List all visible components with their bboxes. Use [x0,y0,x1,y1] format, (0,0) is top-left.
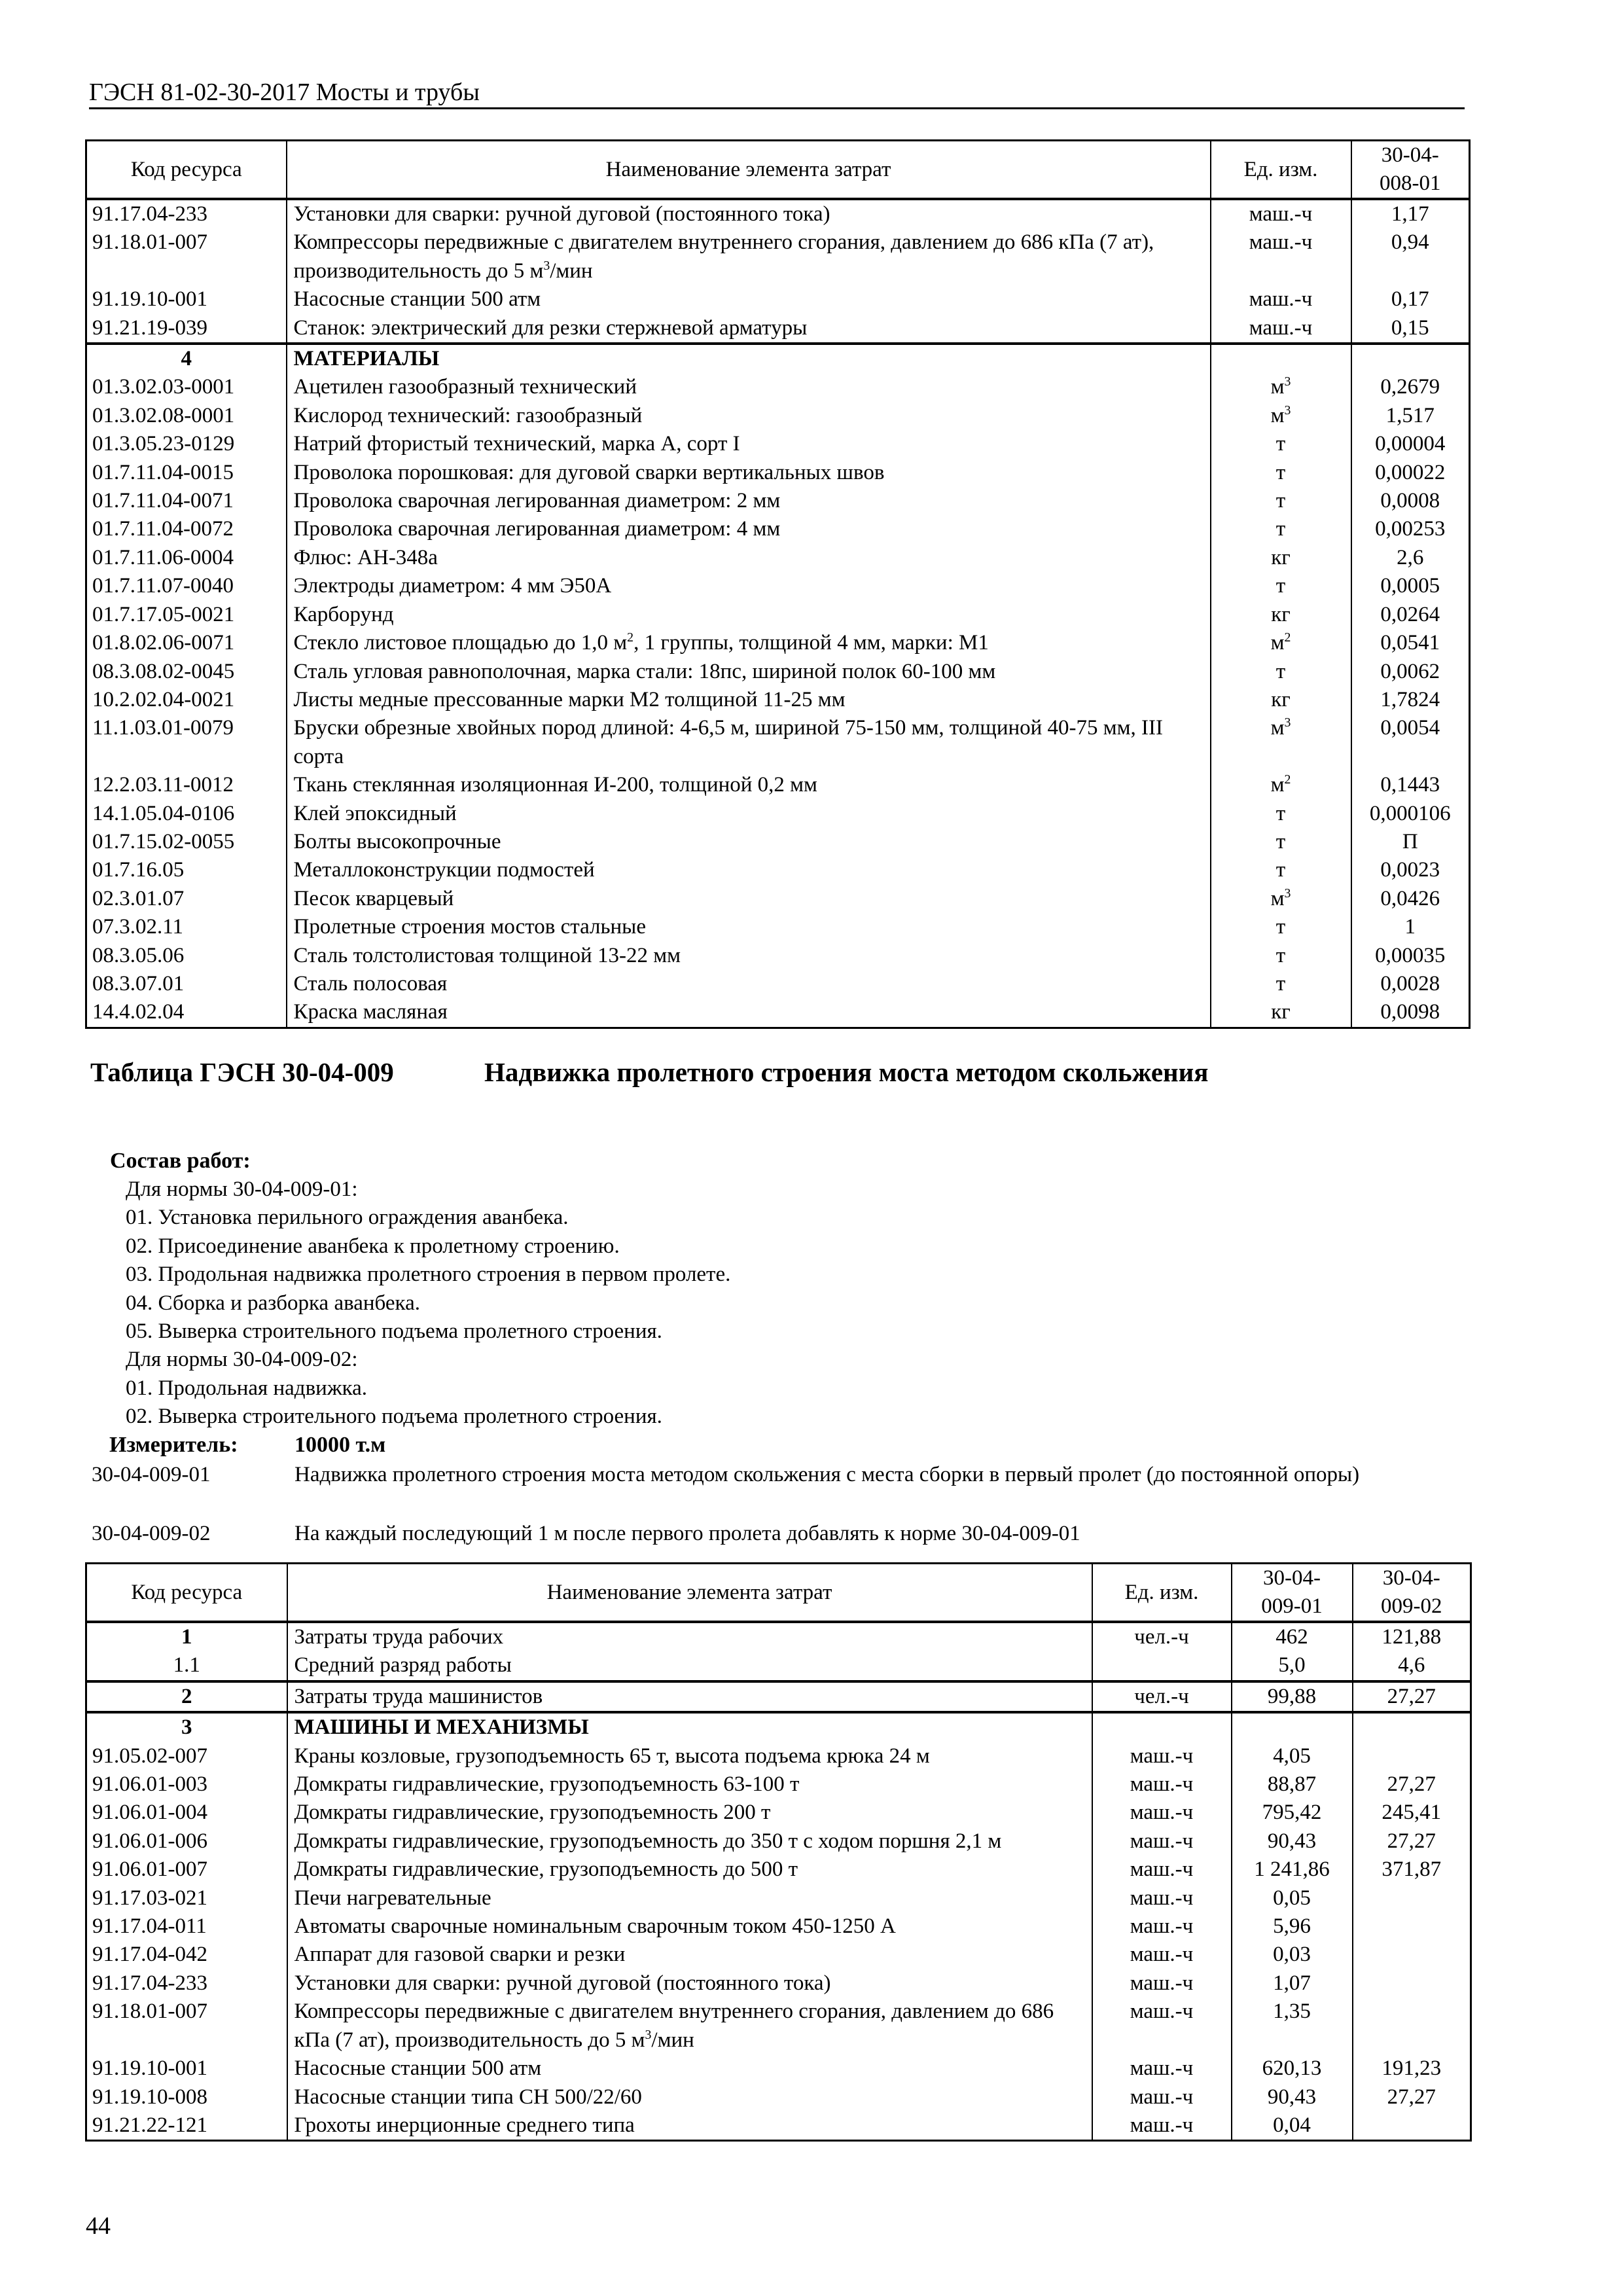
resource-code: 91.17.03-021 [86,1884,287,1912]
resource-code: 91.19.10-001 [86,2054,287,2083]
unit-of-measure: кг [1211,544,1351,572]
resource-name: Проволока сварочная легированная диаметром: 2 мм [287,487,1211,515]
resource-code: 91.06.01-004 [86,1799,287,1827]
resource-code: 91.06.01-007 [86,1856,287,1884]
section-materials-row [86,344,1470,373]
norm-value-02: 27,27 [1353,2083,1471,2111]
table-row [86,629,1470,657]
resource-name: Сталь полосовая [287,970,1211,998]
meter-label: Измеритель: [109,1433,238,1457]
resource-name: Металлоконструкции подмостей [287,856,1211,884]
resource-code: 01.7.11.07-0040 [86,572,287,600]
norm-value-02: 371,87 [1353,1856,1471,1884]
col-header-norm-009-01: 30-04- 009-01 [1232,1564,1353,1623]
section-code: 1 [86,1622,287,1651]
empty-cell [1092,1712,1232,1742]
resource-name: Карборунд [287,601,1211,629]
works-item: Для нормы 30-04-009-01: [126,1177,358,1201]
table-row [86,1827,1471,1856]
table-title-name: Надвижка пролетного строения моста методом скольжения [484,1057,1209,1087]
resource-code: 01.7.16.05 [86,856,287,884]
norm-value-01: 0,1443 [1351,771,1470,799]
norm-value-01: 0,2679 [1351,373,1470,401]
resource-name: Краны козловые, грузоподъемность 65 т, высота подъема крюка 24 м [287,1742,1092,1770]
works-item: 03. Продольная надвижка пролетного строения в первом пролете. [126,1263,731,1287]
empty-cell [1351,344,1470,373]
unit-of-measure: маш.-ч [1211,228,1351,285]
table-row [86,885,1470,913]
table-row [86,970,1470,998]
works-item: 01. Продольная надвижка. [126,1376,368,1400]
table-row [86,373,1470,401]
table-row [86,601,1470,629]
resource-name: Грохоты инерционные среднего типа [287,2111,1092,2141]
subsection-code: 1.1 [86,1651,287,1681]
unit-of-measure: кг [1211,686,1351,714]
unit-of-measure: маш.-ч [1211,285,1351,314]
unit-of-measure: $м^3$ [1211,885,1351,913]
norm-value-01: П [1351,828,1470,856]
table-row [86,285,1470,314]
table-row [86,515,1470,543]
resource-table-30-04-008 [85,139,1471,1029]
table-row [86,314,1470,344]
unit-of-measure: $м^2$ [1211,771,1351,799]
unit-of-measure: т [1211,515,1351,543]
norm-value-02 [1353,1941,1471,1969]
norm-value-01: 795,42 [1232,1799,1353,1827]
table-header-row [86,1564,1471,1623]
table-row [86,800,1470,828]
works-item: 01. Установка перильного ограждения аванбека. [126,1206,569,1230]
resource-name: Сталь толстолистовая толщиной 13-22 мм [287,942,1211,970]
running-header-title: ГЭСН 81-02-30-2017 Мосты и трубы [89,79,480,106]
resource-code: 01.7.15.02-0055 [86,828,287,856]
norm-value-01: 0,05 [1232,1884,1353,1912]
row-value-02: 121,88 [1353,1622,1471,1651]
resource-name: Домкраты гидравлические, грузоподъемность 63-100 т [287,1770,1092,1799]
norm-value-01: 0,00022 [1351,459,1470,487]
norm-value-01: 0,0098 [1351,998,1470,1028]
resource-name: Краска масляная [287,998,1211,1028]
table-row [86,402,1470,430]
resource-name: Домкраты гидравлические, грузоподъемность до 350 т с ходом поршня 2,1 м [287,1827,1092,1856]
norm-value-02: 27,27 [1353,1827,1471,1856]
table-row [86,686,1470,714]
resource-name: Компрессоры передвижные с двигателем внутреннего сгорания, давлением до 686 кПа (7 ат), производительность до 5 $м^3$/мин [287,228,1211,285]
resource-name: Станок: электрический для резки стержневой арматуры [287,314,1211,344]
norm-value-01: 0,94 [1351,228,1470,285]
norm-value-01: 0,0005 [1351,572,1470,600]
norm-value-01: 0,00004 [1351,430,1470,458]
norm-value-01: 0,00035 [1351,942,1470,970]
row-value-01: 99,88 [1232,1681,1353,1712]
resource-name: Клей эпоксидный [287,800,1211,828]
resource-name: Ацетилен газообразный технический [287,373,1211,401]
section-machines-row [86,1712,1471,1742]
resource-code: 10.2.02.04-0021 [86,686,287,714]
resource-name: Флюс: АН-348а [287,544,1211,572]
unit-of-measure: маш.-ч [1092,1856,1232,1884]
empty-cell [1211,344,1351,373]
unit-of-measure: маш.-ч [1092,2054,1232,2083]
norm-value-01: 0,0264 [1351,601,1470,629]
norm-value-02 [1353,1884,1471,1912]
works-item: 02. Присоединение аванбека к пролетному строению. [126,1234,620,1258]
table-row [86,1856,1471,1884]
resource-code: 01.7.11.06-0004 [86,544,287,572]
resource-code: 91.18.01-007 [86,228,287,285]
section-code: 3 [86,1712,287,1742]
resource-name: Песок кварцевый [287,885,1211,913]
norm-value-02: 191,23 [1353,2054,1471,2083]
resource-code: 91.21.19-039 [86,314,287,344]
col-header-unit: Ед. изм. [1092,1564,1232,1623]
section-code: 2 [86,1681,287,1712]
works-item: Для нормы 30-04-009-02: [126,1348,358,1372]
table-row [86,714,1470,771]
resource-code: 91.17.04-233 [86,1969,287,1998]
col-header-norm-009-02: 30-04- 009-02 [1353,1564,1471,1623]
table-row [86,2083,1471,2111]
norm-value-01: 0,15 [1351,314,1470,344]
norm-value-01: 2,6 [1351,544,1470,572]
norm-value-02: 27,27 [1353,1770,1471,1799]
unit-of-measure: т [1211,970,1351,998]
norm-value-02 [1353,1969,1471,1998]
table-row [86,459,1470,487]
works-item: 04. Сборка и разборка аванбека. [126,1291,420,1315]
table-row [86,828,1470,856]
resource-name: Насосные станции 500 атм [287,2054,1092,2083]
norm-value-01: 0,0023 [1351,856,1470,884]
norm-value-01: 0,0054 [1351,714,1470,771]
meter-value: 10000 т.м [294,1433,386,1457]
unit-of-measure: маш.-ч [1211,199,1351,228]
resource-code: 02.3.01.07 [86,885,287,913]
row-name: Затраты труда машинистов [287,1681,1092,1712]
norm-code-01: 30-04-009-01 [92,1463,211,1486]
resource-name: Ткань стеклянная изоляционная И-200, толщиной 0,2 мм [287,771,1211,799]
row-name: Затраты труда рабочих [287,1622,1092,1651]
empty-cell [1232,1712,1353,1742]
norm-value-02 [1353,1912,1471,1941]
page-number: 44 [86,2212,111,2240]
norm-value-01: 0,0062 [1351,658,1470,686]
norm-value-01: 0,17 [1351,285,1470,314]
norm-code-02: 30-04-009-02 [92,1522,211,1545]
unit-of-measure: $м^3$ [1211,402,1351,430]
norm-value-01: 0,0008 [1351,487,1470,515]
norm-value-01: 4,05 [1232,1742,1353,1770]
row-unit: чел.-ч [1092,1622,1232,1651]
table-row [86,1742,1471,1770]
resource-code: 01.3.05.23-0129 [86,430,287,458]
unit-of-measure: кг [1211,601,1351,629]
table-header-row [86,141,1470,200]
resource-name: Проволока порошковая: для дуговой сварки вертикальных швов [287,459,1211,487]
col-header-unit: Ед. изм. [1211,141,1351,200]
resource-name: Установки для сварки: ручной дуговой (постоянного тока) [287,1969,1092,1998]
unit-of-measure: маш.-ч [1211,314,1351,344]
table-title [90,1054,1209,1090]
table-row [86,2111,1471,2141]
unit-of-measure: т [1211,572,1351,600]
table-row [86,913,1470,941]
resource-name: Печи нагревательные [287,1884,1092,1912]
resource-code: 14.4.02.04 [86,998,287,1028]
norm-value-01: 1 [1351,913,1470,941]
resource-code: 91.17.04-042 [86,1941,287,1969]
unit-of-measure: $м^2$ [1211,629,1351,657]
resource-name: Компрессоры передвижные с двигателем внутреннего сгорания, давлением до 686 кПа (7 ат), производительность до 5 $м^3$/мин [287,1998,1092,2054]
table-row [86,658,1470,686]
unit-of-measure: маш.-ч [1092,1912,1232,1941]
unit-of-measure: маш.-ч [1092,2111,1232,2141]
col-header-name: Наименование элемента затрат [287,141,1211,200]
unit-of-measure: маш.-ч [1092,2083,1232,2111]
resource-code: 91.06.01-006 [86,1827,287,1856]
unit-of-measure: маш.-ч [1092,1969,1232,1998]
table-row [86,998,1470,1028]
table-row [86,856,1470,884]
resource-code: 14.1.05.04-0106 [86,800,287,828]
col-header-code: Код ресурса [86,141,287,200]
section-name: МАТЕРИАЛЫ [287,344,1211,373]
resource-table-30-04-009 [85,1562,1472,2142]
table-row [86,942,1470,970]
norm-value-01: 0,0028 [1351,970,1470,998]
header-rule [89,107,1465,109]
row-value-02: 27,27 [1353,1681,1471,1712]
norm-value-01: 1 241,86 [1232,1856,1353,1884]
unit-of-measure: т [1211,800,1351,828]
resource-code: 01.7.17.05-0021 [86,601,287,629]
row-value-02: 4,6 [1353,1651,1471,1681]
works-composition-label: Состав работ: [110,1149,251,1173]
norm-value-01: 0,0426 [1351,885,1470,913]
resource-name: Стекло листовое площадью до 1,0 $м^2$, 1 группы, толщиной 4 мм, марки: М1 [287,629,1211,657]
resource-name: Кислород технический: газообразный [287,402,1211,430]
resource-code: 01.3.02.03-0001 [86,373,287,401]
table-row [86,771,1470,799]
resource-code: 91.19.10-001 [86,285,287,314]
norm-value-01: 90,43 [1232,1827,1353,1856]
unit-of-measure: $м^3$ [1211,714,1351,771]
table-row [86,1998,1471,2054]
resource-code: 91.21.22-121 [86,2111,287,2141]
col-header-code: Код ресурса [86,1564,287,1623]
row-name: Средний разряд работы [287,1651,1092,1681]
average-grade-row [86,1651,1471,1681]
resource-code: 08.3.05.06 [86,942,287,970]
resource-code: 01.8.02.06-0071 [86,629,287,657]
norm-value-01: 0,0541 [1351,629,1470,657]
resource-name: Натрий фтористый технический, марка А, сорт I [287,430,1211,458]
works-composition-list [126,1175,730,1431]
norm-value-01: 88,87 [1232,1770,1353,1799]
table-row [86,1770,1471,1799]
col-header-norm-008-01: 30-04- 008-01 [1351,141,1470,200]
resource-name: Болты высокопрочные [287,828,1211,856]
resource-name: Автоматы сварочные номинальным сварочным током 450-1250 А [287,1912,1092,1941]
col-header-name: Наименование элемента затрат [287,1564,1092,1623]
unit-of-measure: маш.-ч [1092,1799,1232,1827]
norm-description-02: На каждый последующий 1 м после первого пролета добавлять к норме 30-04-009-01 [294,1522,1080,1545]
table-row [86,572,1470,600]
norm-value-02 [1353,1742,1471,1770]
table-row [86,1912,1471,1941]
table-row [86,1799,1471,1827]
norm-value-01: 90,43 [1232,2083,1353,2111]
unit-of-measure: маш.-ч [1092,1884,1232,1912]
resource-code: 91.05.02-007 [86,1742,287,1770]
resource-code: 91.18.01-007 [86,1998,287,2054]
table-row [86,544,1470,572]
resource-code: 08.3.07.01 [86,970,287,998]
norm-value-01: 1,07 [1232,1969,1353,1998]
resource-code: 11.1.03.01-0079 [86,714,287,771]
resource-code: 91.19.10-008 [86,2083,287,2111]
norm-value-02: 245,41 [1353,1799,1471,1827]
row-unit [1092,1651,1232,1681]
row-unit: чел.-ч [1092,1681,1232,1712]
norm-value-01: 1,7824 [1351,686,1470,714]
resource-code: 08.3.08.02-0045 [86,658,287,686]
resource-name: Электроды диаметром: 4 мм Э50А [287,572,1211,600]
unit-of-measure: т [1211,828,1351,856]
resource-name: Проволока сварочная легированная диаметром: 4 мм [287,515,1211,543]
resource-name: Бруски обрезные хвойных пород длиной: 4-6,5 м, шириной 75-150 мм, толщиной 40-75 мм, III сорта [287,714,1211,771]
unit-of-measure: т [1211,942,1351,970]
resource-code: 91.17.04-011 [86,1912,287,1941]
labor-workers-row [86,1622,1471,1651]
resource-code: 91.06.01-003 [86,1770,287,1799]
norm-value-01: 1,17 [1351,199,1470,228]
resource-name: Пролетные строения мостов стальные [287,913,1211,941]
resource-name: Домкраты гидравлические, грузоподъемность 200 т [287,1799,1092,1827]
resource-code: 12.2.03.11-0012 [86,771,287,799]
norm-value-02 [1353,2111,1471,2141]
norm-value-01: 0,000106 [1351,800,1470,828]
resource-name: Насосные станции 500 атм [287,285,1211,314]
row-value-01: 5,0 [1232,1651,1353,1681]
norm-value-01: 1,517 [1351,402,1470,430]
table-row [86,2054,1471,2083]
norm-value-01: 0,00253 [1351,515,1470,543]
unit-of-measure: маш.-ч [1092,1998,1232,2054]
unit-of-measure: т [1211,856,1351,884]
norm-value-01: 1,35 [1232,1998,1353,2054]
norm-value-01: 620,13 [1232,2054,1353,2083]
unit-of-measure: маш.-ч [1092,1941,1232,1969]
resource-code: 07.3.02.11 [86,913,287,941]
unit-of-measure: т [1211,459,1351,487]
unit-of-measure: маш.-ч [1092,1770,1232,1799]
row-value-01: 462 [1232,1622,1353,1651]
unit-of-measure: т [1211,913,1351,941]
resource-code: 01.7.11.04-0072 [86,515,287,543]
empty-cell [1353,1712,1471,1742]
table-row [86,1884,1471,1912]
works-item: 05. Выверка строительного подъема пролетного строения. [126,1319,662,1344]
section-code: 4 [86,344,287,373]
table-row [86,1969,1471,1998]
resource-name: Установки для сварки: ручной дуговой (постоянного тока) [287,199,1211,228]
resource-code: 91.17.04-233 [86,199,287,228]
norm-value-01: 5,96 [1232,1912,1353,1941]
unit-of-measure: т [1211,658,1351,686]
resource-name: Аппарат для газовой сварки и резки [287,1941,1092,1969]
table-row [86,199,1470,228]
norm-value-01: 0,04 [1232,2111,1353,2141]
table-row [86,487,1470,515]
norm-value-02 [1353,1998,1471,2054]
unit-of-measure: $м^3$ [1211,373,1351,401]
resource-name: Листы медные прессованные марки М2 толщиной 11-25 мм [287,686,1211,714]
unit-of-measure: кг [1211,998,1351,1028]
unit-of-measure: маш.-ч [1092,1827,1232,1856]
norm-value-01: 0,03 [1232,1941,1353,1969]
resource-name: Сталь угловая равнополочная, марка стали: 18пс, шириной полок 60-100 мм [287,658,1211,686]
labor-operators-row [86,1681,1471,1712]
section-name: МАШИНЫ И МЕХАНИЗМЫ [287,1712,1092,1742]
norm-description-01: Надвижка пролетного строения моста методом скольжения с места сборки в первый пролет (до постоянной опоры) [294,1463,1360,1486]
resource-code: 01.7.11.04-0015 [86,459,287,487]
unit-of-measure: маш.-ч [1092,1742,1232,1770]
table-title-label: Таблица ГЭСН 30-04-009 [90,1057,394,1087]
resource-name: Домкраты гидравлические, грузоподъемность до 500 т [287,1856,1092,1884]
table-row [86,430,1470,458]
resource-name: Насосные станции типа СН 500/22/60 [287,2083,1092,2111]
works-item: 02. Выверка строительного подъема пролетного строения. [126,1405,662,1429]
table-row [86,228,1470,285]
resource-code: 01.3.02.08-0001 [86,402,287,430]
unit-of-measure: т [1211,430,1351,458]
unit-of-measure: т [1211,487,1351,515]
table-row [86,1941,1471,1969]
resource-code: 01.7.11.04-0071 [86,487,287,515]
